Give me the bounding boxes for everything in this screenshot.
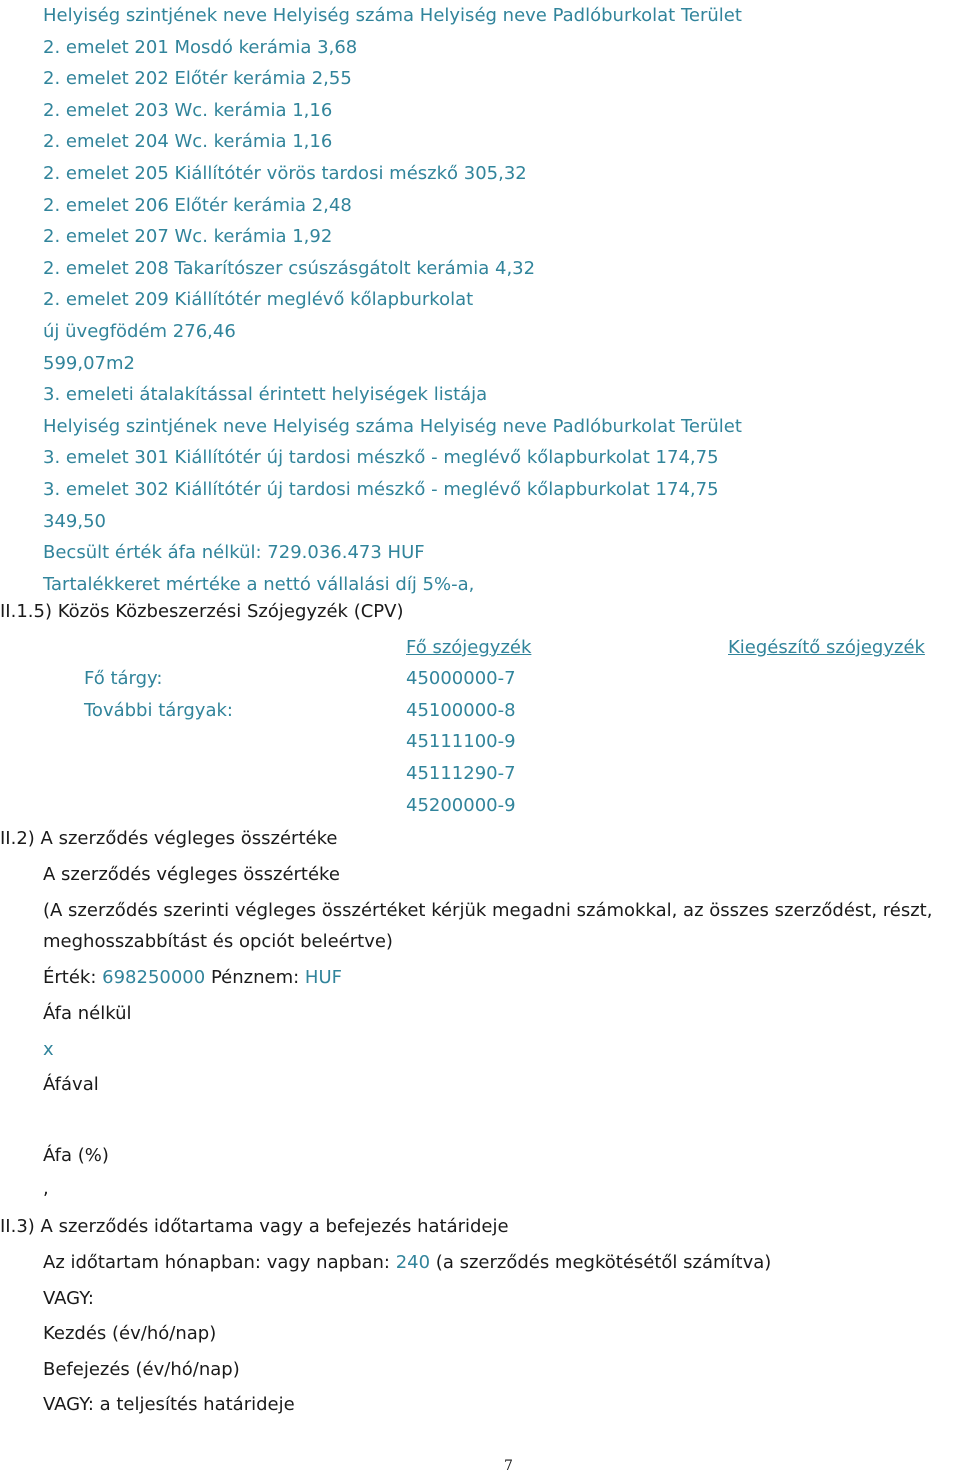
additional-cpv-code: 45100000-8 — [406, 700, 516, 721]
without-vat-label: Áfa nélkül — [43, 1003, 132, 1024]
vat-percent-label: Áfa (%) — [43, 1145, 109, 1166]
total-value-subheading: A szerződés végleges összértéke — [43, 864, 340, 885]
value-amount: 698250000 — [102, 967, 206, 988]
room-row: 2. emelet 206 Előtér kerámia 2,48 — [43, 194, 352, 216]
without-vat-mark: x — [43, 1039, 54, 1060]
cpv-main-vocabulary-header: Fő szójegyzék — [406, 637, 532, 658]
additional-cpv-code: 45200000-9 — [406, 795, 516, 816]
floor-3-title: 3. emeleti átalakítással érintett helyiségek listája — [43, 384, 488, 406]
room-table-header: Helyiség szintjének neve Helyiség száma Helyiség neve Padlóburkolat Terület — [43, 5, 742, 26]
room-table-header: Helyiség szintjének neve Helyiség száma Helyiség neve Padlóburkolat Terület — [43, 415, 742, 437]
cpv-supplementary-vocabulary-header: Kiegészítő szójegyzék — [728, 637, 925, 658]
page-number: 7 — [504, 1458, 513, 1474]
value-note-line-1: (A szerződés szerinti végleges összértéket kérjük megadni számokkal, az összes szerződést, részt, — [43, 900, 933, 921]
room-row: 2. emelet 208 Takarítószer csúszásgátolt kerámia 4,32 — [43, 257, 536, 279]
currency-value: HUF — [304, 967, 342, 988]
room-row: 3. emelet 301 Kiállítótér új tardosi mészkő - meglévő kőlapburkolat 174,75 — [43, 447, 719, 469]
duration-prefix: Az időtartam hónapban: vagy napban: — [43, 1252, 390, 1273]
main-object-label: Fő tárgy: — [84, 668, 163, 689]
room-list-block — [43, 0, 943, 600]
room-row: 2. emelet 209 Kiállítótér meglévő kőlapburkolat — [43, 289, 474, 311]
additional-cpv-code: 45111290-7 — [406, 763, 516, 784]
floor-3-total: 349,50 — [43, 510, 106, 532]
total-value-heading: II.2) A szerződés végleges összértéke — [0, 828, 338, 849]
value-label: Érték: — [43, 967, 97, 988]
with-vat-label: Áfával — [43, 1074, 99, 1095]
room-row: 3. emelet 302 Kiállítótér új tardosi mészkő - meglévő kőlapburkolat 174,75 — [43, 478, 719, 500]
additional-cpv-code: 45111100-9 — [406, 731, 516, 752]
room-row: 2. emelet 204 Wc. kerámia 1,16 — [43, 131, 333, 153]
duration-heading: II.3) A szerződés időtartama vagy a befejezés határideje — [0, 1216, 509, 1237]
reserve-frame: Tartalékkeret mértéke a nettó vállalási díj 5%-a, — [43, 573, 475, 595]
start-date-label: Kezdés (év/hó/nap) — [43, 1323, 217, 1344]
floor-2-total: 599,07m2 — [43, 352, 135, 374]
duration-days: 240 — [395, 1252, 431, 1273]
value-line — [43, 967, 342, 988]
currency-label: Pénznem: — [210, 967, 300, 988]
cpv-heading: II.1.5) Közös Közbeszerzési Szójegyzék (CPV) — [0, 601, 404, 622]
vat-percent-value: , — [43, 1178, 49, 1199]
room-row: 2. emelet 205 Kiállítótér vörös tardosi mészkő 305,32 — [43, 162, 527, 184]
duration-line — [43, 1252, 771, 1273]
deadline-label: VAGY: a teljesítés határideje — [43, 1394, 295, 1415]
estimated-value: Becsült érték áfa nélkül: 729.036.473 HUF — [43, 542, 425, 564]
room-row: 2. emelet 202 Előtér kerámia 2,55 — [43, 68, 352, 90]
room-row: 2. emelet 203 Wc. kerámia 1,16 — [43, 99, 333, 121]
main-cpv-code: 45000000-7 — [406, 668, 516, 689]
additional-objects-label: További tárgyak: — [84, 700, 233, 721]
or-label: VAGY: — [43, 1288, 94, 1309]
value-note-line-2: meghosszabbítást és opciót beleértve) — [43, 931, 393, 952]
room-row: 2. emelet 207 Wc. kerámia 1,92 — [43, 226, 333, 248]
room-row-continued: új üvegfödém 276,46 — [43, 320, 236, 342]
duration-suffix: (a szerződés megkötésétől számítva) — [435, 1252, 772, 1273]
end-date-label: Befejezés (év/hó/nap) — [43, 1359, 240, 1380]
room-row: 2. emelet 201 Mosdó kerámia 3,68 — [43, 36, 358, 58]
